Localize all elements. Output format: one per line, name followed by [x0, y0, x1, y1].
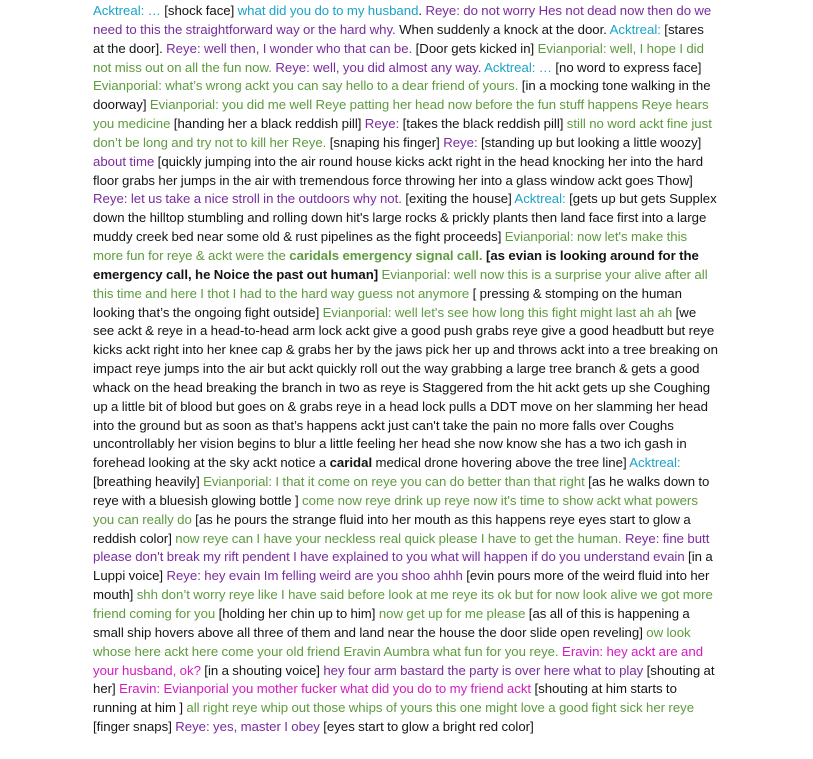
text-segment: Reye: hey evain Im felling weird are you shoo ahhh — [166, 568, 467, 584]
text-segment: [as he walks down to reye with a bluesish glowing bottle ] — [93, 474, 710, 508]
text-segment: [finger snaps] — [93, 719, 176, 735]
text-segment: Evianporial: now let's make this more fun for reye & ackt were the — [93, 229, 688, 263]
text-segment: [gets up but gets Supplex down the hilltop stumbling and rolling down hit's large rocks & prickly plants then land face first into a large muddy creek bed near some old & rust pipelines as the fight proceeds] — [93, 191, 717, 245]
text-segment: [stares at the door]. — [93, 21, 704, 56]
text-segment: [ pressing & stomping on the human looking that’s the ongoing fight outside] — [93, 285, 682, 320]
text-segment: come now reye drink up reye now it's time to show ackt what powers you can really do — [93, 492, 698, 527]
text-segment: [takes the black reddish pill] — [402, 116, 567, 132]
text-segment: [shouting at him starts to running at him ] — [93, 681, 677, 716]
text-segment: Acktreal: — [514, 191, 570, 207]
text-segment: Evianporial: you did me well Reye patting her head now before the fun stuff happens Reye hears you medicine — [93, 97, 709, 132]
text-segment: Acktreal: — [629, 455, 681, 471]
text-segment: Evianporial: well let's see how long this fight might last ah ah — [322, 304, 676, 320]
text-segment: what did you do to my husband — [237, 3, 419, 18]
text-segment: [in a shouting voice] — [204, 662, 324, 678]
text-segment: [holding her chin up to him] — [218, 606, 379, 621]
text-segment: Reye: — [443, 134, 482, 150]
text-segment: Reye: let us take a nice stroll in the outdoors why not. — [93, 191, 406, 207]
text-segment: still no word ackt fine just don’t be long and try not to kill her Reye. — [93, 116, 712, 150]
text-segment: When suddenly a knock at the door. — [399, 21, 610, 37]
text-segment: [in a mocking tone walking in the doorway] — [93, 78, 711, 113]
text-segment: Reye: fine butt please don't break my rift pendent I have explained to you what will happen if do you understand evain — [93, 530, 710, 565]
text-segment: Reye: well then, I wonder who that can be. — [166, 40, 416, 56]
text-segment: now get up for me please — [378, 606, 529, 621]
text-segment: Reye: yes, master I obey — [175, 719, 324, 735]
text-segment: [exiting the house] — [405, 191, 515, 207]
text-segment: [as evian is looking around for the emergency call, he Noice the past out human] — [93, 247, 699, 282]
text-segment: about time — [93, 153, 158, 169]
text-segment: [no word to express face] — [555, 59, 702, 75]
text-segment: [breathing heavily] — [93, 474, 204, 490]
text-segment: [shock face] — [164, 3, 238, 18]
text-segment: [in a Luppi voice] — [93, 549, 713, 584]
text-segment: caridal — [329, 455, 376, 471]
text-segment: [eyes start to glow a bright red color] — [323, 719, 534, 735]
text-segment: now reye can I have your neckless real quick please I have to get the human. — [175, 530, 625, 546]
text-segment: [as he pours the strange fluid into her mouth as this happens reye eyes start to glow a reddish color] — [93, 511, 691, 546]
text-segment: Reye: do not worry Hes not dead now then do we need to this the straightforward way or the hard why. — [93, 3, 712, 37]
text-segment: hey four arm bastard the party is over here what to play — [323, 662, 647, 678]
text-segment: . — [418, 3, 426, 18]
text-segment: Reye: well, you did almost any way. — [275, 59, 485, 75]
text-segment: [snaping his finger] — [329, 134, 444, 150]
text-segment: Evianporial: I that it come on reye you can do better than that right — [203, 474, 589, 490]
text-segment: Acktreal: — [609, 21, 665, 37]
text-segment: [evin pours more of the weird fluid into her mouth] — [93, 568, 710, 603]
text-segment: Evianporial: what’s wrong ackt you can say hello to a dear friend of yours. — [93, 78, 522, 94]
text-segment: Acktreal: … — [93, 3, 165, 18]
text-segment: caridals emergency signal call. — [289, 247, 486, 263]
text-segment: [shouting at her] — [93, 662, 715, 697]
text-segment: [as all of this is happening a small ship hovers above all three of them and land near the house the door slide open reveling] — [93, 606, 690, 640]
text-segment: ow look whose here ackt here come your old friend Eravin Aumbra what fun for you reye. — [93, 624, 691, 659]
text-segment: all right reye whip out those whips of yours this one might love a good fight sick her reye — [186, 700, 695, 716]
text-segment: medical drone hovering above the tree line] — [375, 455, 630, 471]
text-segment: Eravin: hey ackt are and your husband, ok? — [93, 643, 704, 678]
text-segment: [quickly jumping into the air round house kicks ackt right in the head knocking her into the hard floor grabs her jumps in the air with tremendous force throwing her into a glass window ackt goes Thow] — [93, 153, 704, 188]
text-segment: [standing up but looking a little woozy] — [481, 134, 702, 150]
text-segment: Eravin: Evianporial you mother fucker what did you do to my friend ackt — [119, 681, 535, 697]
text-segment: [Door gets kicked in] — [415, 40, 538, 56]
text-segment: Acktreal: … — [484, 59, 556, 75]
text-segment: [we see ackt & reye in a head-to-head arm lock ackt give a good push grabs reye give a good headbutt but reye kicks ackt right into her knee cap & grabs her by the jaws pick her up and throws ackt into a tree breaking on impact reye jumps into the air but ackt quickly roll out the way grabbing a large tree branch & gets a good whack on the head breaking the branch in two as reye is Staggered from the hit ackt gets up she Coughing up a little bit of blood but goes on & grabs reye in a head lock pulls a DDT move on her slamming her head into the ground but as soon as that’s happens ackt just can't take the pain no more falls over Coughs uncontrollably her vision begins to blur a little feeling her head she now know she has a two ich gash in forehead looking at the sky ackt notice a — [93, 304, 718, 471]
text-segment: Reye: — [364, 116, 403, 132]
text-segment: Evianporial: well now this is a surprise your alive after all this time and here I thot I had to the hard way guess not anymore — [93, 266, 708, 301]
document-body — [93, 2, 718, 737]
text-segment: [handing her a black reddish pill] — [173, 116, 365, 132]
text-segment: Evianporial: well, I hope I did not miss out on all the fun now. — [93, 40, 704, 75]
text-segment: shh don’t worry reye like I have said before look at me reye its ok but for now look alive we got more friend coming for you — [93, 587, 713, 621]
